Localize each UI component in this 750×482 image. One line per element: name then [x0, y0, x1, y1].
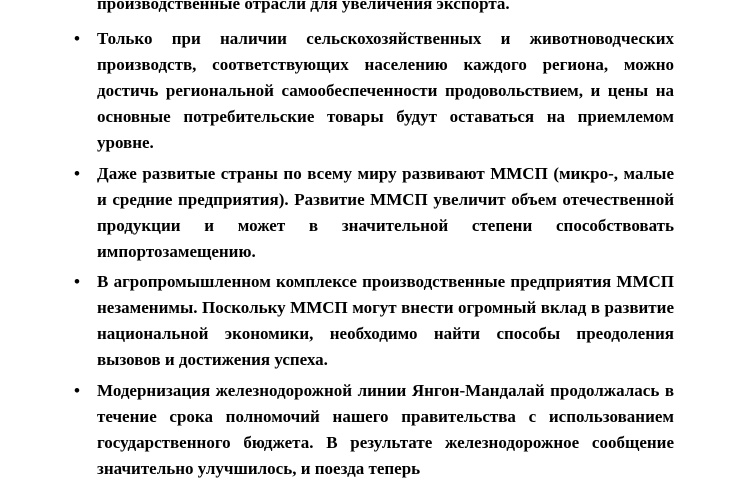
list-item: [0, 378, 750, 482]
list-item-text: Модернизация железнодорожной линии Янгон-Мандалай продолжалась в течение срока полномочий нашего правительства с использованием государственного бюджета. В результате железнодорожное сообщение значительно улучшилось, и поезда теперь: [97, 381, 674, 478]
list-item-text: Только при наличии сельскохозяйственных и животноводческих производств, соответствующих населению каждого региона, можно достичь региональной самообеспеченности продовольствием, и цены на основные потребительские товары будут оставаться на приемлемом уровне.: [97, 29, 674, 152]
list-item: [0, 26, 750, 156]
list-item: [0, 161, 750, 265]
bullet-icon: •: [74, 381, 80, 400]
bullet-icon: •: [74, 29, 80, 48]
list-item: [0, 269, 750, 373]
bullet-icon: •: [74, 272, 80, 291]
list-item-text: В агропромышленном комплексе производственные предприятия ММСП незаменимы. Поскольку ММСП могут внести огромный вклад в развитие национальной экономики, необходимо найти способы преодоления вызовов и достижения успеха.: [97, 272, 674, 369]
list-item-text: Даже развитые страны по всему миру развивают ММСП (микро-, малые и средние предприятия). Развитие ММСП увеличит объем отечественной продукции и может в значительной степени способствовать импортозамещению.: [97, 164, 674, 261]
bullet-icon: •: [74, 164, 80, 183]
paragraph-fragment-top: производственные отрасли для увеличения экспорта.: [97, 0, 510, 13]
